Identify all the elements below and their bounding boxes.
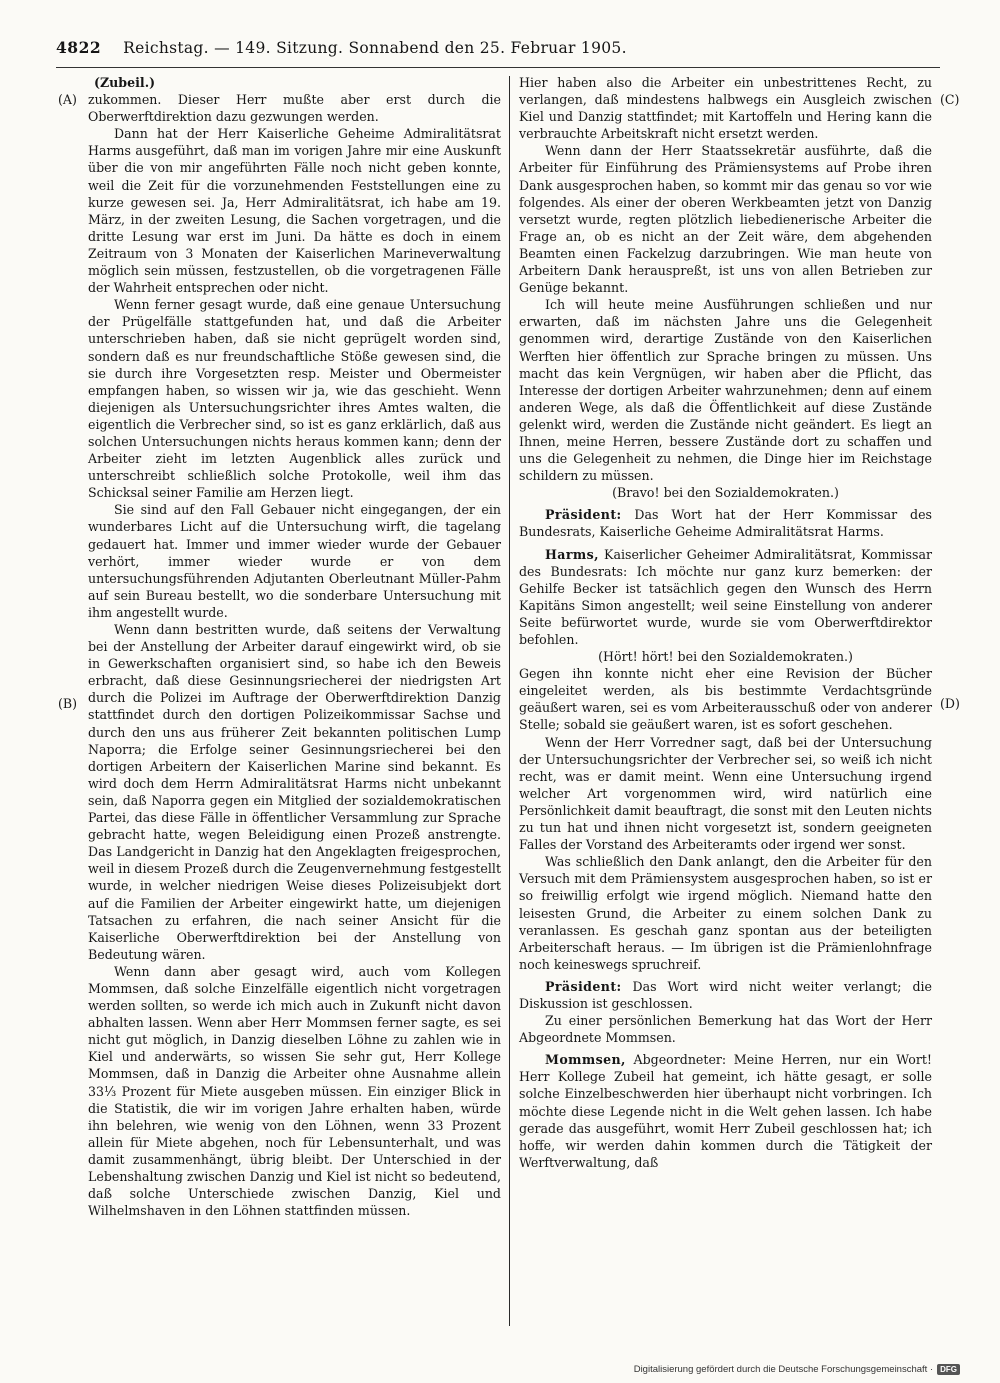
section-speaker: (Zubeil.)	[94, 75, 156, 90]
speaker-paragraph	[519, 1051, 932, 1171]
dfg-logo: DFG	[937, 1364, 960, 1375]
paragraph: zukommen. Dieser Herr mußte aber erst durch die Oberwerftdirektion dazu gezwungen werden.	[88, 92, 501, 125]
paragraph: Dann hat der Herr Kaiserliche Geheime Admiralitätsrat Harms ausgeführt, daß man im vorigen Jahre mir eine Auskunft über die von mir angeführten Fälle noch nicht geben konnte, weil die Zeit für die vorzunehmenden Feststellungen eine zu kurze gewesen sei. Ja, Herr Admiralitätsrat, ich habe am 19. März, in der zweiten Lesung, die Sachen vorgetragen, und die dritte Lesung war erst im Juni. Da hätte es doch in einem Zeitraum von 3 Monaten der Kaiserlichen Marineverwaltung möglich sein müssen, festzustellen, ob die vorgetragenen Fälle der Wahrheit entsprechen oder nicht.	[88, 126, 501, 296]
speaker-paragraph	[519, 978, 932, 1012]
speaker-name: Präsident:	[545, 978, 622, 994]
paragraph: Hier haben also die Arbeiter ein unbestrittenes Recht, zu verlangen, daß mindestens halbwegs ein Ausgleich zwischen Kiel und Danzig stattfindet; mit Kartoffeln und Hering kann die verbrauchte Arbeitskraft nicht ersetzt werden.	[519, 75, 932, 142]
credit-text: Digitalisierung gefördert durch die Deutsche Forschungsgemeinschaft ·	[633, 1364, 934, 1375]
interjection: (Bravo! bei den Sozialdemokraten.)	[612, 485, 839, 501]
page-header	[56, 38, 940, 68]
margin-marker-c: (C)	[940, 92, 960, 107]
speaker-text: Das Wort hat der Herr Kommissar des Bundesrats, Kaiserliche Geheime Admiralitätsrat Harms.	[519, 507, 932, 540]
speaker-paragraph	[519, 506, 932, 540]
paragraph: Wenn dann der Herr Staatssekretär ausführte, daß die Arbeiter für Einführung des Prämiensystems auf Probe ihren Dank ausgesprochen haben, so kommt mir das genau so vor wie folgendes. Als einer der oberen Werkbeamten jetzt von Danzig versetzt wurde, regten plötzlich liebedienerische Arbeiter die Frage an, ob es nicht an der Zeit wäre, dem abgehenden Beamten einen Fackelzug darzubringen. Wie man heute von Arbeitern Dank herauspreßt, ist uns von allen Betrieben zur Genüge bekannt.	[519, 143, 932, 296]
margin-marker-a: (A)	[58, 92, 77, 107]
speaker-text: Kaiserlicher Geheimer Admiralitätsrat, Kommissar des Bundesrats: Ich möchte nur ganz kurz bemerken: der Gehilfe Becker ist tatsächlich gegen den Wunsch des Herrn Kapitäns Simon angestellt; weil seine Einstellung von anderer Seite befürwortet wurde, wurde sie vom Oberwerftdirektor befohlen.	[519, 546, 932, 647]
column-divider	[509, 76, 510, 1326]
margin-marker-b: (B)	[58, 696, 78, 711]
speaker-text: Das Wort wird nicht weiter verlangt; die Diskussion ist geschlossen.	[519, 978, 932, 1011]
right-column	[519, 74, 932, 1171]
left-column	[88, 74, 501, 1219]
interjection: (Hört! hört! bei den Sozialdemokraten.)	[598, 649, 853, 665]
speaker-name: Harms,	[545, 546, 599, 562]
paragraph: Wenn der Herr Vorredner sagt, daß bei der Untersuchung der Untersuchungsrichter der Verbrecher sei, so weiß ich nicht recht, was er damit meint. Wenn eine Untersuchung irgend welcher Art vorgenommen wird, wird natürlich eine Persönlichkeit damit beauftragt, die sonst mit den Leuten nichts zu tun hat und ihnen nicht vorgesetzt ist, sondern geeigneten Falles der Vorstand des Arbeiteramts oder irgend wer sonst.	[519, 734, 932, 853]
paragraph: Wenn dann aber gesagt wird, auch vom Kollegen Mommsen, daß solche Einzelfälle eigentlich nicht vorgetragen werden sollten, so werde ich mich auch in Zukunft nicht davon abhalten lassen. Wenn aber Herr Mommsen ferner sagte, es sei nicht gut möglich, in Danzig dieselben Löhne zu zahlen wie in Kiel und anderwärts, so wissen Sie sehr gut, Herr Kollege Mommsen, daß in Danzig die Arbeiter ohne Ausnahme allein 33⅓ Prozent für Miete ausgeben müssen. Ein einziger Blick in die Statistik, die wir im vorigen Jahre erhalten haben, würde ihn belehren, wie wenig von den Löhnen, wenn 33 Prozent allein für Miete abgehen, noch für Lebensunterhalt, und was damit zusammenhängt, übrig bleibt. Der Unterschied in der Lebenshaltung zwischen Danzig und Kiel ist nicht so bedeutend, daß solche Unterschiede zwischen Danzig, Kiel und Wilhelmshaven in den Löhnen stattfinden müssen.	[88, 963, 501, 1219]
paragraph: Ich will heute meine Ausführungen schließen und nur erwarten, daß im nächsten Jahre uns die Gelegenheit genommen wird, derartige Zustände von den Kaiserlichen Werften hier öffentlich zur Sprache bringen zu müssen. Uns macht das kein Vergnügen, wir haben aber die Pflicht, das Interesse der dortigen Arbeiter wahrzunehmen; denn auf einem anderen Wege, als daß die Öffentlichkeit auf diese Zustände gelenkt wird, werden die Zustände nicht geändert. Es liegt an Ihnen, meine Herren, bessere Zustände dort zu schaffen und uns die Gelegenheit zu nehmen, die Dinge hier im Reichstage schildern zu müssen.	[519, 297, 932, 484]
paragraph: Gegen ihn konnte nicht eher eine Revision der Bücher eingeleitet werden, als bis bestimmte Verdachtsgründe geäußert waren, sei es vom Arbeiterausschuß oder von anderer Stelle; sobald sie geäußert waren, ist es sofort geschehen.	[519, 666, 932, 733]
paragraph: Wenn dann bestritten wurde, daß seitens der Verwaltung bei der Anstellung der Arbeiter darauf eingewirkt wird, ob sie in Gewerkschaften organisiert sind, so habe ich den Beweis erbracht, daß diese Gesinnungsriecherei der niedrigsten Art durch die Polizei im Auftrage der Oberwerftdirektion Danzig stattfindet durch den dortigen Polizeikommissar Sachse und durch den uns aus früherer Zeit bekannten politischen Lump Naporra; die Erfolge seiner Gesinnungsriecherei bei den dortigen Arbeitern der Kaiserlichen Marine sind bekannt. Es wird doch dem Herrn Admiralitätsrat Harms nicht unbekannt sein, daß Naporra gegen ein Mitglied der sozialdemokratischen Partei, das diese Fälle in öffentlicher Versammlung zur Sprache gebracht hatte, wegen Beleidigung einen Prozeß anstrengte. Das Landgericht in Danzig hat den Angeklagten freigesprochen, weil in diesem Prozeß durch die Zeugenvernehmung festgestellt wurde, in welcher niedrigen Weise dieses Polizeisubjekt dort auf die Familien der Arbeiter eingewirkt hatte, um diejenigen Tatsachen zu erfahren, die nach seiner Ansicht für die Kaiserliche Oberwerftdirektion bei der Anstellung von Bedeutung wären.	[88, 622, 501, 962]
page-title: Reichstag. — 149. Sitzung. Sonnabend den 25. Februar 1905.	[123, 39, 627, 57]
paragraph: Zu einer persönlichen Bemerkung hat das Wort der Herr Abgeordnete Mommsen.	[519, 1013, 932, 1046]
paragraph: Wenn ferner gesagt wurde, daß eine genaue Untersuchung der Prügelfälle stattgefunden hat, und daß die Arbeiter unterschrieben haben, daß sie nicht geprügelt worden sind, sondern daß es nur freundschaftliche Stöße gewesen sind, die sie durch ihre Vorgesetzten resp. Meister und Obermeister empfangen haben, so wissen wir ja, wie das geschieht. Wenn diejenigen als Untersuchungsrichter ihres Amtes walten, die eigentlich die Verbrecher sind, so ist es ganz erklärlich, daß aus solchen Untersuchungen nichts heraus kommen kann; denn der Arbeiter zieht im letzten Augenblick alles zurück und unterschreibt schließlich solche Protokolle, weil ihm das Schicksal seiner Familie am Herzen liegt.	[88, 297, 501, 501]
speaker-text: Abgeordneter: Meine Herren, nur ein Wort! Herr Kollege Zubeil hat gemeint, ich hätte gesagt, er solle solche Einzelbeschwerden hier überhaupt nicht vorbringen. Ich möchte diese Legende nicht in die Welt gehen lassen. Ich habe gerade das ausgeführt, womit Herr Zubeil geschlossen hat; ich hoffe, wir werden dahin kommen durch die Tätigkeit der Werftverwaltung, daß	[519, 1052, 932, 1170]
paragraph: Was schließlich den Dank anlangt, den die Arbeiter für den Versuch mit dem Prämiensystem ausgesprochen haben, so ist er so freiwillig erfolgt wie irgend möglich. Niemand hatte den leisesten Grund, die Arbeiter zu einem solchen Dank zu veranlassen. Es geschah ganz spontan aus der beteiligten Arbeiterschaft heraus. — Im übrigen ist die Prämienlohnfrage noch keineswegs spruchreif.	[519, 854, 932, 972]
speaker-name: Präsident:	[545, 507, 622, 523]
speaker-name: Mommsen,	[545, 1052, 626, 1068]
page-number: 4822	[56, 38, 102, 57]
margin-marker-d: (D)	[940, 696, 960, 711]
speaker-paragraph	[519, 546, 932, 649]
digitization-credit	[634, 1364, 960, 1375]
paragraph: Sie sind auf den Fall Gebauer nicht eingegangen, der ein wunderbares Licht auf die Untersuchung wirft, die tagelang gedauert hat. Immer und immer wieder wurde der Gebauer verhört, immer wieder wurde er von dem untersuchungsführenden Adjutanten Oberleutnant Müller-Pahm auf sein Bureau bestellt, wo die sonderbare Untersuchung mit ihm angestellt wurde.	[88, 502, 501, 620]
